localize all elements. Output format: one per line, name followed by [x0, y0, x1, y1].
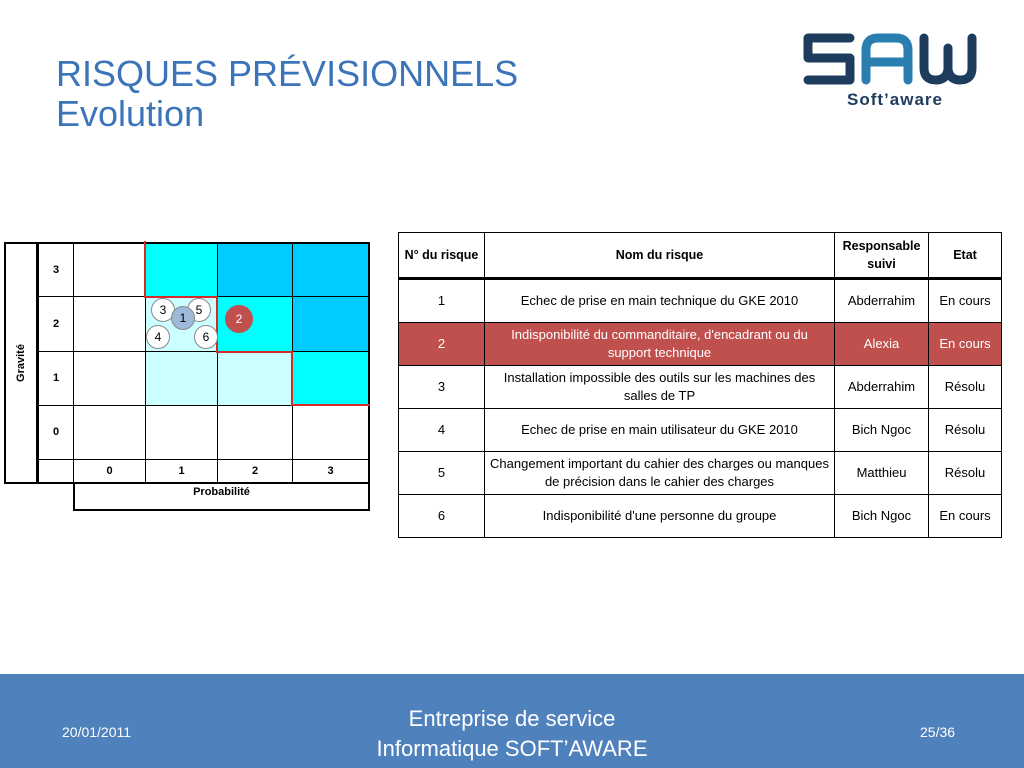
row-label: 0	[52, 426, 60, 438]
cell-resp: Abderrahim	[835, 279, 929, 323]
header-resp-line2: suivi	[867, 257, 896, 271]
cell-state: Résolu	[929, 452, 1002, 495]
header-num: N° du risque	[399, 233, 485, 279]
probability-axis	[73, 483, 370, 511]
slide-title	[56, 54, 518, 134]
table-row	[399, 409, 1002, 452]
cell-resp: Alexia	[835, 323, 929, 366]
footer-date: 20/01/2011	[62, 724, 132, 740]
row-label-cell	[38, 242, 74, 297]
matrix-cell	[292, 242, 370, 297]
cell-state: En cours	[929, 495, 1002, 538]
matrix-cell	[217, 405, 293, 460]
col-label: 3	[327, 465, 334, 477]
cell-name: Echec de prise en main technique du GKE 2010	[485, 279, 835, 323]
cell-num: 1	[399, 279, 485, 323]
gravity-axis	[4, 242, 38, 484]
matrix-cell	[217, 242, 293, 297]
header-resp	[835, 233, 929, 279]
row-label-cell	[38, 296, 74, 352]
logo-subtitle: Soft’aware	[847, 90, 943, 109]
row-label-cell	[38, 405, 74, 460]
cell-resp: Bich Ngoc	[835, 495, 929, 538]
risk-table	[398, 232, 1002, 538]
saw-logo	[800, 28, 990, 112]
risk-bubble-2[interactable]: 2	[225, 305, 253, 333]
col-label-cell	[73, 459, 146, 484]
cell-name: Indisponibilité du commanditaire, d'encadrant ou du support technique	[485, 323, 835, 366]
col-label: 2	[251, 465, 259, 477]
header-resp-line1: Responsable	[842, 239, 921, 253]
cell-resp: Matthieu	[835, 452, 929, 495]
cell-num: 3	[399, 366, 485, 409]
row-label: 3	[52, 264, 60, 276]
title-line-2: Evolution	[56, 93, 205, 134]
title-line-1: RISQUES PRÉVISIONNELS	[56, 53, 519, 94]
footer-line-2: Informatique SOFT’AWARE	[376, 736, 648, 761]
table-row-highlighted	[399, 323, 1002, 366]
risk-boundary-line	[291, 351, 293, 406]
matrix-cell	[73, 242, 146, 297]
row-label: 2	[52, 318, 60, 330]
table-header-row	[399, 233, 1002, 279]
cell-num: 2	[399, 323, 485, 366]
risk-boundary-line	[144, 241, 146, 298]
footer-page-number: 25/36	[920, 724, 956, 740]
matrix-cell	[292, 405, 370, 460]
row-label-cell	[38, 351, 74, 406]
col-label-cell	[217, 459, 293, 484]
matrix-cell	[73, 405, 146, 460]
risk-boundary-line	[144, 296, 218, 298]
table-row	[399, 495, 1002, 538]
probability-axis-label: Probabilité	[193, 486, 250, 498]
cell-name: Changement important du cahier des charges ou manques de précision dans le cahier des charges	[485, 452, 835, 495]
matrix-cell	[145, 351, 218, 406]
matrix-cell	[145, 405, 218, 460]
col-label: 0	[106, 465, 113, 477]
header-name: Nom du risque	[485, 233, 835, 279]
footer-line-1: Entreprise de service	[408, 706, 616, 731]
matrix-cell	[73, 296, 146, 352]
matrix-cell	[292, 296, 370, 352]
col-label-cell	[145, 459, 218, 484]
risk-bubble-6[interactable]: 6	[194, 325, 218, 349]
corner-cell	[38, 459, 74, 484]
cell-num: 5	[399, 452, 485, 495]
cell-resp: Abderrahim	[835, 366, 929, 409]
footer-company	[0, 704, 1024, 764]
cell-num: 4	[399, 409, 485, 452]
table-row	[399, 366, 1002, 409]
cell-state: En cours	[929, 323, 1002, 366]
header-state: Etat	[929, 233, 1002, 279]
table-row	[399, 452, 1002, 495]
cell-state: Résolu	[929, 366, 1002, 409]
matrix-cell	[73, 351, 146, 406]
gravity-axis-label: Gravité	[15, 344, 27, 382]
risk-bubble-4[interactable]: 4	[146, 325, 170, 349]
slide-footer	[0, 674, 1024, 768]
matrix-cell	[292, 351, 370, 406]
row-label: 1	[52, 372, 60, 384]
risk-bubble-1[interactable]: 1	[171, 306, 195, 330]
risk-boundary-line	[216, 296, 218, 352]
table-row	[399, 279, 1002, 323]
risk-boundary-line	[216, 351, 293, 353]
col-label: 1	[178, 465, 185, 477]
cell-name: Indisponibilité d'une personne du groupe	[485, 495, 835, 538]
cell-num: 6	[399, 495, 485, 538]
cell-name: Echec de prise en main utilisateur du GKE 2010	[485, 409, 835, 452]
cell-state: En cours	[929, 279, 1002, 323]
saw-logo-mark	[800, 28, 990, 92]
col-label-cell	[292, 459, 370, 484]
cell-resp: Bich Ngoc	[835, 409, 929, 452]
matrix-cell	[145, 242, 218, 297]
risk-bubble-3[interactable]: 3	[151, 298, 175, 322]
risk-boundary-line	[291, 404, 370, 406]
cell-name: Installation impossible des outils sur les machines des salles de TP	[485, 366, 835, 409]
cell-state: Résolu	[929, 409, 1002, 452]
matrix-cell	[217, 351, 293, 406]
risk-bubble-5[interactable]: 5	[187, 298, 211, 322]
